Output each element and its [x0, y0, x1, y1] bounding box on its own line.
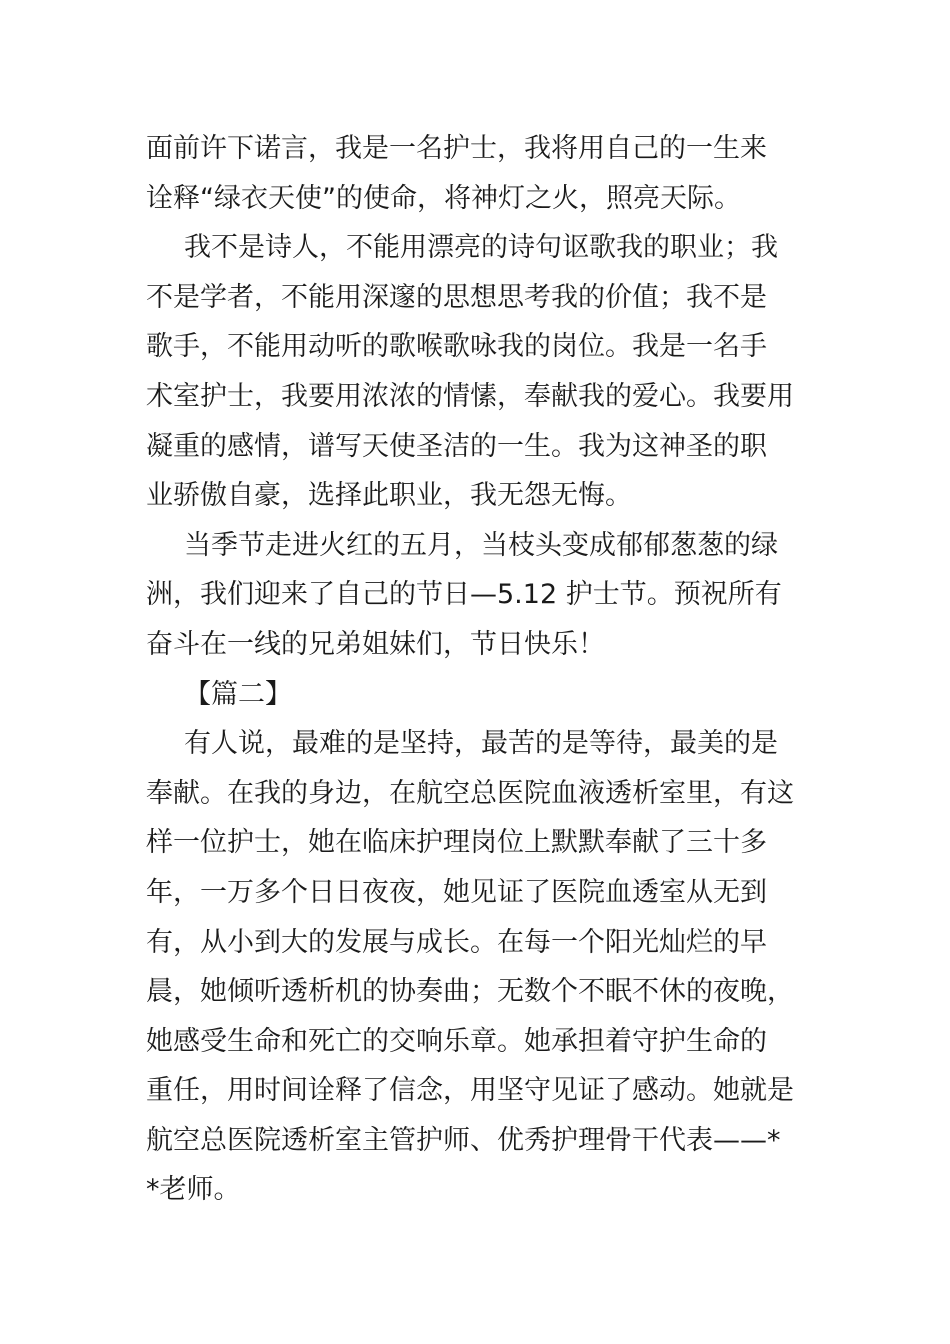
- text-line: 面前许下诺言，我是一名护士，我将用自己的一生来: [146, 133, 767, 164]
- text-line: 歌手，不能用动听的歌喉歌咏我的岗位。我是一名手: [146, 331, 767, 363]
- text-line: 有，从小到大的发展与成长。在每一个阳光灿烂的早: [146, 926, 767, 958]
- text-line: 她感受生命和死亡的交响乐章。她承担着守护生命的: [146, 1025, 767, 1057]
- text-line: 不是学者，不能用深邃的思想思考我的价值；我不是: [146, 281, 767, 313]
- text-line: 样一位护士，她在临床护理岗位上默默奉献了三十多: [146, 827, 767, 859]
- text-line: 【篇二】: [184, 678, 292, 710]
- text-line: 年，一万多个日日夜夜，她见证了医院血透室从无到: [146, 876, 767, 908]
- text-line: 奉献。在我的身边，在航空总医院血液透析室里，有这: [146, 777, 794, 809]
- text-line: 诠释“绿衣天使”的使命，将神灯之火，照亮天际。: [146, 182, 741, 214]
- text-line: 当季节走进火红的五月，当枝头变成郁郁葱葱的绿: [184, 529, 778, 561]
- text-line: *老师。: [146, 1174, 241, 1206]
- text-line: 重任，用时间诠释了信念，用坚守见证了感动。她就是: [146, 1075, 794, 1107]
- text-line: 业骄傲自豪，选择此职业，我无怨无悔。: [146, 480, 632, 512]
- text-line: 有人说，最难的是坚持，最苦的是等待，最美的是: [184, 728, 778, 760]
- text-line: 术室护士，我要用浓浓的情愫，奉献我的爱心。我要用: [146, 380, 794, 412]
- text-line: 我不是诗人，不能用漂亮的诗句讴歌我的职业；我: [184, 232, 778, 264]
- text-line: 晨，她倾听透析机的协奏曲；无数个不眠不休的夜晚，: [146, 976, 794, 1008]
- text-line: 凝重的感情，谱写天使圣洁的一生。我为这神圣的职: [146, 430, 767, 462]
- text-line: 奋斗在一线的兄弟姐妹们，节日快乐！: [146, 628, 605, 660]
- text-line: 航空总医院透析室主管护师、优秀护理骨干代表——*: [146, 1124, 781, 1156]
- text-line: 洲，我们迎来了自己的节日—5.12 护士节。预祝所有: [146, 579, 782, 611]
- body-text: [146, 124, 811, 1215]
